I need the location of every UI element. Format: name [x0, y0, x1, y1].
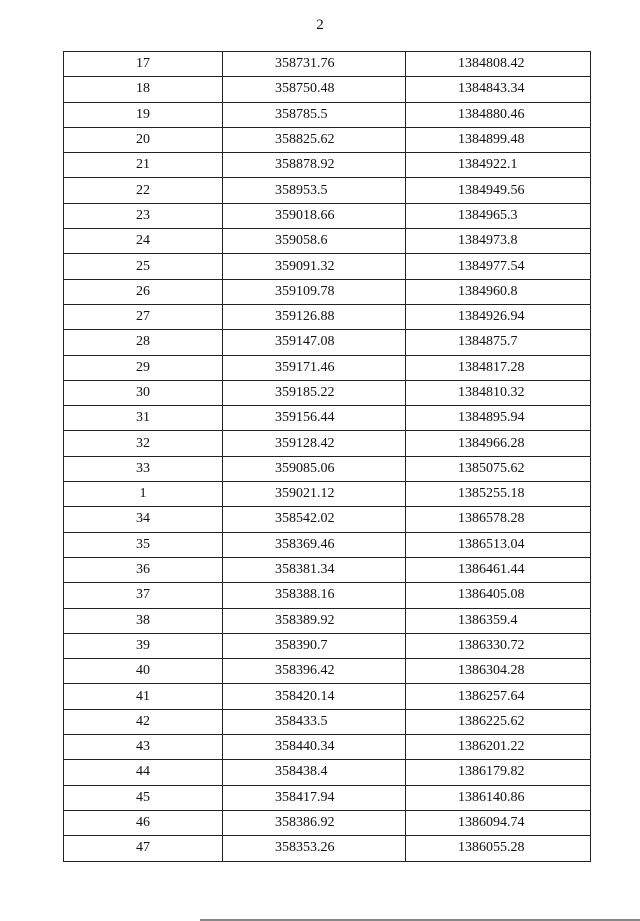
x-coordinate-cell: 358386.92	[223, 810, 406, 835]
coordinates-table-body	[64, 52, 591, 862]
y-coordinate-cell: 1384926.94	[406, 304, 591, 329]
point-number-cell: 18	[64, 77, 223, 102]
y-coordinate-cell: 1386578.28	[406, 507, 591, 532]
point-number-cell: 32	[64, 431, 223, 456]
x-coordinate-cell: 358388.16	[223, 583, 406, 608]
table-row	[64, 507, 591, 532]
table-row	[64, 583, 591, 608]
y-coordinate-cell: 1384973.8	[406, 229, 591, 254]
y-coordinate-cell: 1386055.28	[406, 836, 591, 861]
x-coordinate-cell: 359109.78	[223, 279, 406, 304]
page-number: 2	[316, 17, 324, 33]
x-coordinate-cell: 359021.12	[223, 482, 406, 507]
table-row	[64, 456, 591, 481]
y-coordinate-cell: 1386257.64	[406, 684, 591, 709]
point-number-cell: 17	[64, 52, 223, 77]
x-coordinate-cell: 359126.88	[223, 304, 406, 329]
y-coordinate-cell: 1384965.3	[406, 203, 591, 228]
y-coordinate-cell: 1384895.94	[406, 406, 591, 431]
y-coordinate-cell: 1384808.42	[406, 52, 591, 77]
y-coordinate-cell: 1384966.28	[406, 431, 591, 456]
table-row	[64, 633, 591, 658]
table-row	[64, 608, 591, 633]
point-number-cell: 39	[64, 633, 223, 658]
y-coordinate-cell: 1386140.86	[406, 785, 591, 810]
point-number-cell: 21	[64, 153, 223, 178]
x-coordinate-cell: 358396.42	[223, 659, 406, 684]
y-coordinate-cell: 1386179.82	[406, 760, 591, 785]
y-coordinate-cell: 1386513.04	[406, 532, 591, 557]
table-row	[64, 684, 591, 709]
x-coordinate-cell: 358878.92	[223, 153, 406, 178]
y-coordinate-cell: 1384880.46	[406, 102, 591, 127]
x-coordinate-cell: 358953.5	[223, 178, 406, 203]
point-number-cell: 1	[64, 482, 223, 507]
table-row	[64, 254, 591, 279]
y-coordinate-cell: 1384817.28	[406, 355, 591, 380]
y-coordinate-cell: 1384899.48	[406, 127, 591, 152]
table-row	[64, 406, 591, 431]
x-coordinate-cell: 358381.34	[223, 557, 406, 582]
coordinates-table	[63, 51, 591, 862]
point-number-cell: 34	[64, 507, 223, 532]
x-coordinate-cell: 359091.32	[223, 254, 406, 279]
y-coordinate-cell: 1386304.28	[406, 659, 591, 684]
point-number-cell: 36	[64, 557, 223, 582]
x-coordinate-cell: 359147.08	[223, 330, 406, 355]
point-number-cell: 26	[64, 279, 223, 304]
point-number-cell: 46	[64, 810, 223, 835]
point-number-cell: 28	[64, 330, 223, 355]
point-number-cell: 40	[64, 659, 223, 684]
point-number-cell: 24	[64, 229, 223, 254]
x-coordinate-cell: 358353.26	[223, 836, 406, 861]
table-row	[64, 709, 591, 734]
table-row	[64, 77, 591, 102]
x-coordinate-cell: 359058.6	[223, 229, 406, 254]
table-row	[64, 304, 591, 329]
point-number-cell: 43	[64, 735, 223, 760]
x-coordinate-cell: 358750.48	[223, 77, 406, 102]
y-coordinate-cell: 1384875.7	[406, 330, 591, 355]
table-row	[64, 153, 591, 178]
y-coordinate-cell: 1385255.18	[406, 482, 591, 507]
table-row	[64, 659, 591, 684]
point-number-cell: 41	[64, 684, 223, 709]
x-coordinate-cell: 359156.44	[223, 406, 406, 431]
y-coordinate-cell: 1386461.44	[406, 557, 591, 582]
table-row	[64, 557, 591, 582]
table-row	[64, 785, 591, 810]
x-coordinate-cell: 358542.02	[223, 507, 406, 532]
point-number-cell: 22	[64, 178, 223, 203]
point-number-cell: 23	[64, 203, 223, 228]
table-row	[64, 482, 591, 507]
x-coordinate-cell: 358390.7	[223, 633, 406, 658]
point-number-cell: 42	[64, 709, 223, 734]
table-row	[64, 735, 591, 760]
x-coordinate-cell: 359085.06	[223, 456, 406, 481]
table-row	[64, 760, 591, 785]
x-coordinate-cell: 359185.22	[223, 380, 406, 405]
table-row	[64, 532, 591, 557]
table-row	[64, 355, 591, 380]
y-coordinate-cell: 1386201.22	[406, 735, 591, 760]
x-coordinate-cell: 358440.34	[223, 735, 406, 760]
x-coordinate-cell: 358417.94	[223, 785, 406, 810]
point-number-cell: 45	[64, 785, 223, 810]
point-number-cell: 37	[64, 583, 223, 608]
table-row	[64, 330, 591, 355]
y-coordinate-cell: 1384960.8	[406, 279, 591, 304]
table-row	[64, 431, 591, 456]
table-row	[64, 836, 591, 861]
table-row	[64, 810, 591, 835]
x-coordinate-cell: 358389.92	[223, 608, 406, 633]
y-coordinate-cell: 1384810.32	[406, 380, 591, 405]
table-row	[64, 52, 591, 77]
x-coordinate-cell: 358785.5	[223, 102, 406, 127]
y-coordinate-cell: 1384977.54	[406, 254, 591, 279]
table-row	[64, 127, 591, 152]
y-coordinate-cell: 1384949.56	[406, 178, 591, 203]
x-coordinate-cell: 358731.76	[223, 52, 406, 77]
table-row	[64, 380, 591, 405]
point-number-cell: 19	[64, 102, 223, 127]
point-number-cell: 27	[64, 304, 223, 329]
y-coordinate-cell: 1384843.34	[406, 77, 591, 102]
y-coordinate-cell: 1384922.1	[406, 153, 591, 178]
table-row	[64, 102, 591, 127]
table-row	[64, 229, 591, 254]
x-coordinate-cell: 358369.46	[223, 532, 406, 557]
y-coordinate-cell: 1386359.4	[406, 608, 591, 633]
point-number-cell: 44	[64, 760, 223, 785]
point-number-cell: 20	[64, 127, 223, 152]
point-number-cell: 35	[64, 532, 223, 557]
x-coordinate-cell: 358420.14	[223, 684, 406, 709]
y-coordinate-cell: 1386405.08	[406, 583, 591, 608]
x-coordinate-cell: 359171.46	[223, 355, 406, 380]
x-coordinate-cell: 359018.66	[223, 203, 406, 228]
y-coordinate-cell: 1386225.62	[406, 709, 591, 734]
y-coordinate-cell: 1386330.72	[406, 633, 591, 658]
table-row	[64, 178, 591, 203]
y-coordinate-cell: 1385075.62	[406, 456, 591, 481]
table-row	[64, 203, 591, 228]
x-coordinate-cell: 358433.5	[223, 709, 406, 734]
point-number-cell: 29	[64, 355, 223, 380]
x-coordinate-cell: 358825.62	[223, 127, 406, 152]
point-number-cell: 47	[64, 836, 223, 861]
x-coordinate-cell: 358438.4	[223, 760, 406, 785]
point-number-cell: 31	[64, 406, 223, 431]
point-number-cell: 38	[64, 608, 223, 633]
x-coordinate-cell: 359128.42	[223, 431, 406, 456]
point-number-cell: 25	[64, 254, 223, 279]
point-number-cell: 30	[64, 380, 223, 405]
y-coordinate-cell: 1386094.74	[406, 810, 591, 835]
table-row	[64, 279, 591, 304]
point-number-cell: 33	[64, 456, 223, 481]
